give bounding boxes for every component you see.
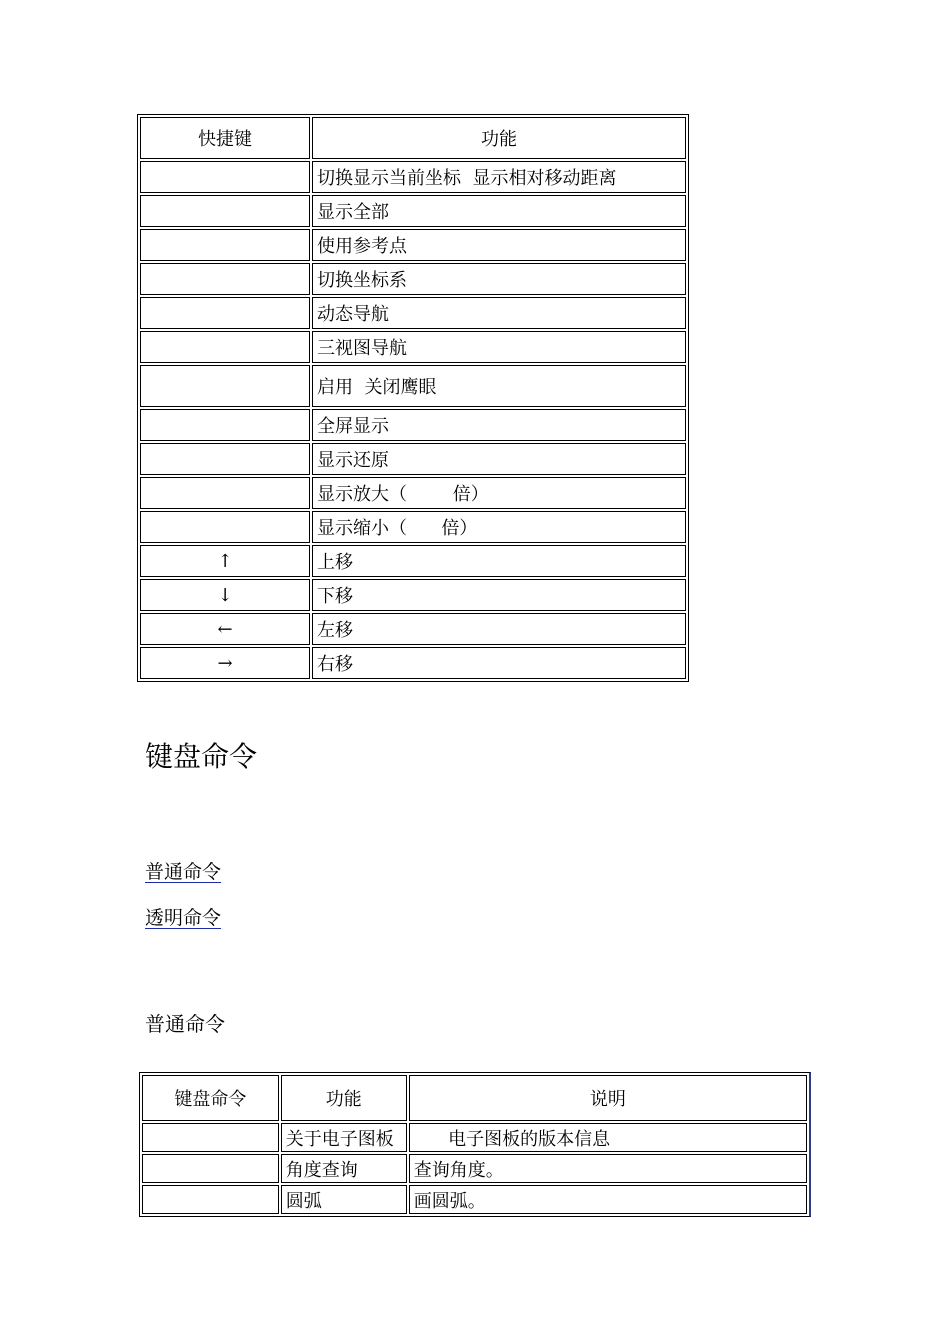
arrow-right-icon: → — [140, 647, 310, 679]
shortcut-key-cell — [140, 331, 310, 363]
shortcut-function-cell: 全屏显示 — [312, 409, 686, 441]
table-row — [140, 331, 686, 363]
command-cell — [142, 1185, 279, 1214]
shortcut-function-cell: 切换坐标系 — [312, 263, 686, 295]
shortcut-function-cell: 显示还原 — [312, 443, 686, 475]
header-function: 功能 — [312, 117, 686, 159]
table-header-row — [142, 1075, 807, 1121]
table-row — [140, 263, 686, 295]
table-row — [142, 1123, 807, 1152]
normal-commands-link[interactable]: 普通命令 — [145, 861, 222, 883]
shortcut-key-cell — [140, 365, 310, 407]
table-header-row — [140, 117, 686, 159]
shortcut-function-cell: 三视图导航 — [312, 331, 686, 363]
table-row — [140, 195, 686, 227]
arrow-left-icon: ← — [140, 613, 310, 645]
table-row — [140, 297, 686, 329]
table-row — [140, 579, 686, 611]
shortcut-function-cell: 切换显示当前坐标 显示相对移动距离 — [312, 161, 686, 193]
header-shortcut: 快捷键 — [140, 117, 310, 159]
table-row — [140, 409, 686, 441]
shortcut-function-cell: 启用 关闭鹰眼 — [312, 365, 686, 407]
command-description-cell: 电子图板的版本信息 — [409, 1123, 807, 1152]
subsection-title: 普通命令 — [145, 1012, 225, 1036]
transparent-commands-link[interactable]: 透明命令 — [145, 907, 222, 929]
shortcut-key-cell — [140, 477, 310, 509]
header-keyboard-command: 键盘命令 — [142, 1075, 279, 1121]
table-row — [140, 647, 686, 679]
shortcut-key-cell — [140, 229, 310, 261]
shortcut-function-cell: 上移 — [312, 545, 686, 577]
table-row — [140, 365, 686, 407]
shortcut-key-cell — [140, 409, 310, 441]
command-function-cell: 角度查询 — [281, 1154, 407, 1183]
shortcut-function-cell: 左移 — [312, 613, 686, 645]
shortcut-function-cell: 显示缩小（ 倍） — [312, 511, 686, 543]
command-function-cell: 圆弧 — [281, 1185, 407, 1214]
shortcut-function-cell: 显示全部 — [312, 195, 686, 227]
shortcut-function-cell: 动态导航 — [312, 297, 686, 329]
table-row — [140, 477, 686, 509]
table-row — [142, 1185, 807, 1214]
shortcut-function-cell: 下移 — [312, 579, 686, 611]
section-title: 键盘命令 — [145, 740, 258, 773]
table-row — [140, 443, 686, 475]
shortcut-key-cell — [140, 297, 310, 329]
command-description-cell: 画圆弧。 — [409, 1185, 807, 1214]
table-row — [140, 161, 686, 193]
command-table — [139, 1072, 811, 1217]
shortcut-key-cell — [140, 263, 310, 295]
arrow-up-icon: ↑ — [140, 545, 310, 577]
shortcut-key-cell — [140, 161, 310, 193]
table-row — [140, 545, 686, 577]
shortcut-key-cell — [140, 195, 310, 227]
table-row — [142, 1154, 807, 1183]
table-row — [140, 229, 686, 261]
shortcut-table — [137, 114, 689, 682]
table-row — [140, 511, 686, 543]
header-function: 功能 — [281, 1075, 407, 1121]
command-function-cell: 关于电子图板 — [281, 1123, 407, 1152]
command-cell — [142, 1123, 279, 1152]
command-description-cell: 查询角度。 — [409, 1154, 807, 1183]
shortcut-key-cell — [140, 511, 310, 543]
header-description: 说明 — [409, 1075, 807, 1121]
arrow-down-icon: ↓ — [140, 579, 310, 611]
table-row — [140, 613, 686, 645]
shortcut-key-cell — [140, 443, 310, 475]
command-cell — [142, 1154, 279, 1183]
shortcut-function-cell: 使用参考点 — [312, 229, 686, 261]
shortcut-function-cell: 右移 — [312, 647, 686, 679]
shortcut-function-cell: 显示放大（ 倍） — [312, 477, 686, 509]
